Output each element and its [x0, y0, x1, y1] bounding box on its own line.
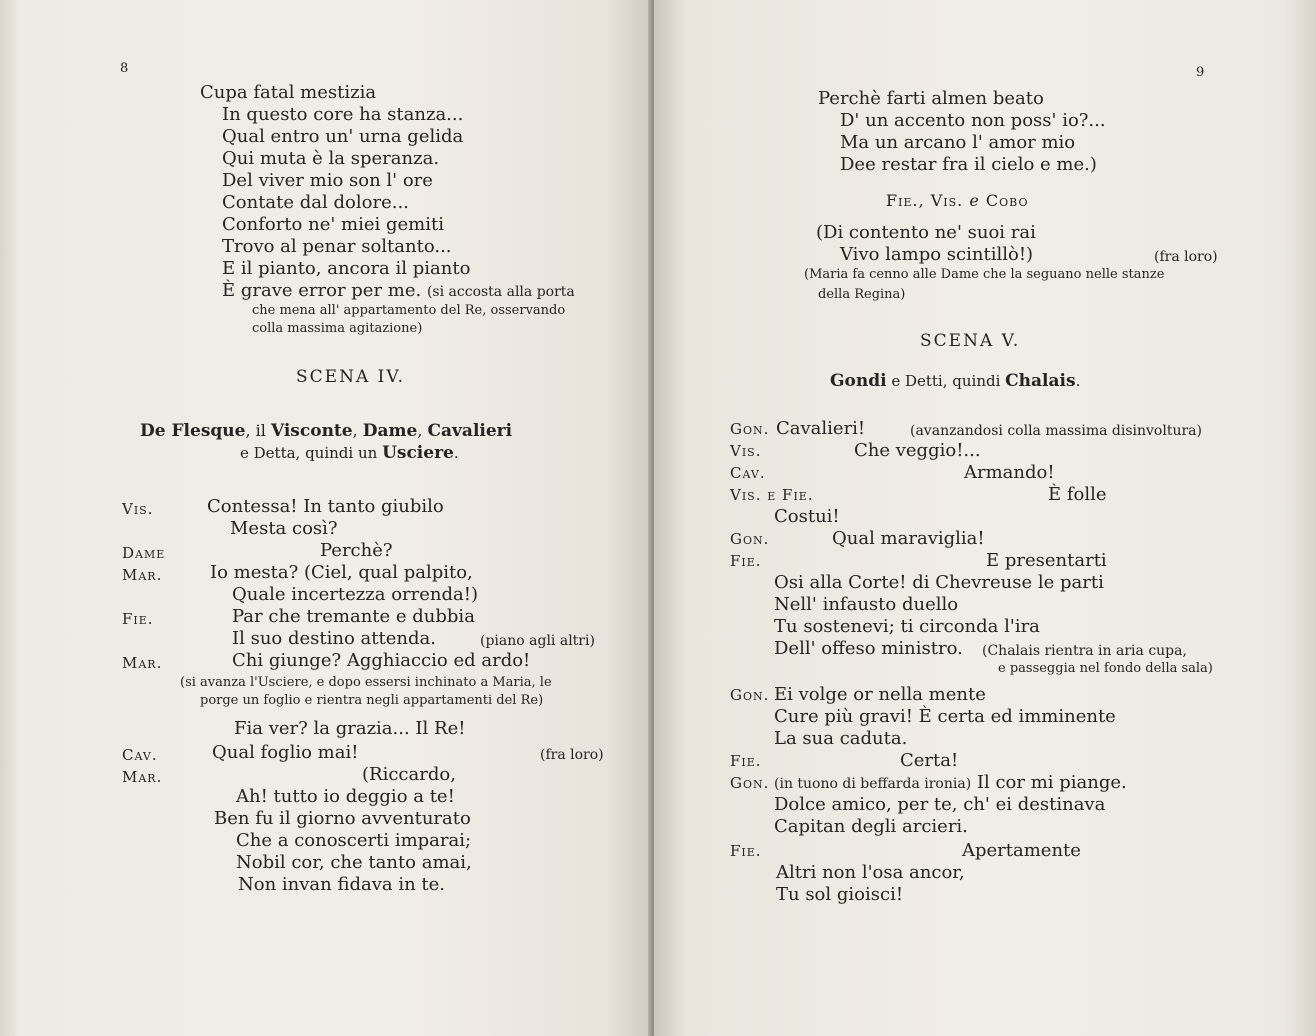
verse-line: Perchè farti almen beato — [818, 88, 1044, 109]
verse-line: Qual entro un' urna gelida — [222, 126, 464, 147]
dialogue-line: Che a conoscerti imparai; — [236, 830, 472, 851]
verse-line: Dee restar fra il cielo e me.) — [840, 154, 1097, 175]
dialogue-line: Nobil cor, che tanto amai, — [236, 852, 472, 873]
speaker-label: Gon. — [730, 530, 770, 548]
verse-line: D' un accento non poss' io?... — [840, 110, 1106, 131]
scene-title: SCENA IV. — [296, 367, 406, 387]
speaker-label: Fie. — [730, 842, 762, 860]
dialogue-line: Nell' infausto duello — [774, 594, 959, 615]
dialogue-line: Costui! — [774, 506, 840, 527]
dialogue-line: La sua caduta. — [774, 728, 908, 749]
heading-text: e — [963, 191, 986, 210]
verse-line: Del viver mio son l' ore — [222, 170, 433, 191]
speaker-label: Vis. — [730, 442, 762, 460]
speaker-label: Gon. — [730, 774, 770, 792]
stage-direction: (fra loro) — [540, 747, 604, 763]
stage-direction: della Regina) — [818, 287, 906, 302]
verse-line: Trovo al penar soltanto... — [222, 236, 452, 257]
stage-direction: (piano agli altri) — [480, 633, 595, 649]
dialogue-text: Il cor mi piange. — [976, 772, 1127, 793]
heading-text: , — [918, 191, 931, 210]
dialogue-line: Osi alla Corte! di Chevreuse le parti — [774, 572, 1104, 593]
dialogue-line: Che veggio!... — [854, 440, 981, 461]
speaker-label: Vis. e Fie. — [730, 486, 814, 504]
dialogue-line: Apertamente — [962, 840, 1081, 861]
stage-direction: (Maria fa cenno alle Dame che la seguano nelle stanze — [804, 267, 1165, 282]
verse-line: E il pianto, ancora il pianto — [222, 258, 471, 279]
dialogue-line: Qual foglio mai! — [212, 742, 359, 763]
speaker-label: Gon. — [730, 420, 770, 438]
dialogue-line: Perchè? — [320, 540, 393, 561]
speaker-heading — [886, 190, 1028, 212]
speaker-label: Fie. — [122, 610, 154, 628]
cast-text: , — [352, 421, 363, 440]
character-name: Cavalieri — [427, 421, 513, 441]
dialogue-line: Cure più gravi! È certa ed imminente — [774, 706, 1116, 727]
dialogue-line — [774, 772, 1127, 795]
dialogue-line: Ah! tutto io deggio a te! — [236, 786, 455, 807]
cast-text: . — [1075, 372, 1081, 390]
speaker-label: Dame — [122, 544, 166, 562]
cast-list — [240, 442, 459, 464]
verse-line: Conforto ne' miei gemiti — [222, 214, 444, 235]
stage-direction: (Chalais rientra in aria cupa, — [982, 643, 1187, 659]
speaker-label: Mar. — [122, 566, 163, 584]
stage-direction: che mena all' appartamento del Re, osservando — [252, 303, 566, 318]
character-name: Gondi — [830, 371, 887, 391]
stage-direction: (avanzandosi colla massima disinvoltura) — [910, 423, 1202, 439]
speaker-label: Mar. — [122, 768, 163, 786]
dialogue-line: Capitan degli arcieri. — [774, 816, 968, 837]
verse-line: Cupa fatal mestizia — [200, 82, 377, 103]
speaker-name: Cobo — [985, 191, 1029, 210]
character-name: Visconte — [270, 421, 353, 441]
page-number: 9 — [1196, 65, 1205, 80]
cast-list — [830, 370, 1080, 392]
dialogue-line: Par che tremante e dubbia — [232, 606, 475, 627]
verse-line: Qui muta è la speranza. — [222, 148, 440, 169]
stage-direction: (fra loro) — [1154, 249, 1218, 265]
speaker-label: Fie. — [730, 552, 762, 570]
dialogue-line: Ei volge or nella mente — [774, 684, 986, 705]
dialogue-line: Altri non l'osa ancor, — [776, 862, 965, 883]
dialogue-line: Quale incertezza orrenda!) — [232, 584, 479, 605]
dialogue-line: Armando! — [964, 462, 1055, 483]
dialogue-line: Tu sostenevi; ti circonda l'ira — [774, 616, 1040, 637]
cast-text: e Detti, quindi — [886, 372, 1006, 390]
character-name: Chalais — [1005, 371, 1076, 391]
speaker-name: Vis. — [930, 191, 964, 210]
verse-line: Ma un arcano l' amor mio — [840, 132, 1076, 153]
left-page — [0, 0, 652, 1036]
character-name: Usciere — [382, 443, 454, 463]
dialogue-line: Mesta così? — [230, 518, 338, 539]
cast-text: . — [453, 444, 459, 462]
verse-line — [222, 280, 575, 303]
speaker-label: Mar. — [122, 654, 163, 672]
verse-line: In questo core ha stanza... — [222, 104, 464, 125]
dialogue-line: Tu sol gioisci! — [776, 884, 904, 905]
dialogue-line: Non invan fidava in te. — [238, 874, 446, 895]
dialogue-line: Contessa! In tanto giubilo — [207, 496, 444, 517]
right-page — [654, 0, 1316, 1036]
stage-direction: porge un foglio e rientra negli appartamenti del Re) — [200, 693, 544, 708]
stage-direction: e passeggia nel fondo della sala) — [998, 661, 1213, 676]
dialogue-line: Qual maraviglia! — [832, 528, 985, 549]
stage-direction: (si accosta alla porta — [426, 284, 575, 300]
dialogue-line: Certa! — [900, 750, 959, 771]
dialogue-line: Vivo lampo scintillò!) — [840, 244, 1034, 265]
stage-direction: colla massima agitazione) — [252, 321, 423, 336]
cast-list — [140, 420, 512, 442]
character-name: De Flesque — [140, 421, 246, 441]
speaker-label: Fie. — [730, 752, 762, 770]
scene-title: SCENA V. — [920, 331, 1021, 351]
dialogue-line: E presentarti — [986, 550, 1107, 571]
speaker-label: Gon. — [730, 686, 770, 704]
dialogue-line: Cavalieri! — [776, 418, 866, 439]
speaker-name: Fie. — [886, 191, 919, 210]
stage-direction: (si avanza l'Usciere, e dopo essersi inchinato a Maria, le — [180, 675, 552, 690]
cast-text: , — [417, 421, 428, 440]
cast-text: e Detta, quindi un — [240, 444, 383, 462]
dialogue-line: Chi giunge? Agghiaccio ed ardo! — [232, 650, 531, 671]
dialogue-line: (Riccardo, — [362, 764, 456, 785]
dialogue-line: Dolce amico, per te, ch' ei destinava — [774, 794, 1106, 815]
dialogue-line: Dell' offeso ministro. — [774, 638, 963, 659]
page-number: 8 — [120, 61, 129, 76]
dialogue-line: Ben fu il giorno avventurato — [214, 808, 471, 829]
stage-direction: (in tuono di beffarda ironia) — [774, 776, 972, 792]
character-name: Dame — [362, 421, 418, 441]
dialogue-line: Il suo destino attenda. — [232, 628, 436, 649]
speaker-label: Cav. — [122, 746, 158, 764]
dialogue-line: (Di contento ne' suoi rai — [816, 222, 1036, 243]
dialogue-line: È folle — [1048, 484, 1107, 505]
speaker-label: Cav. — [730, 464, 766, 482]
verse-text: È grave error per me. — [222, 280, 422, 301]
cast-text: , il — [245, 421, 271, 440]
speaker-label: Vis. — [122, 500, 154, 518]
dialogue-line: Fia ver? la grazia... Il Re! — [234, 718, 466, 739]
dialogue-line: Io mesta? (Ciel, qual palpito, — [210, 562, 473, 583]
verse-line: Contate dal dolore... — [222, 192, 409, 213]
